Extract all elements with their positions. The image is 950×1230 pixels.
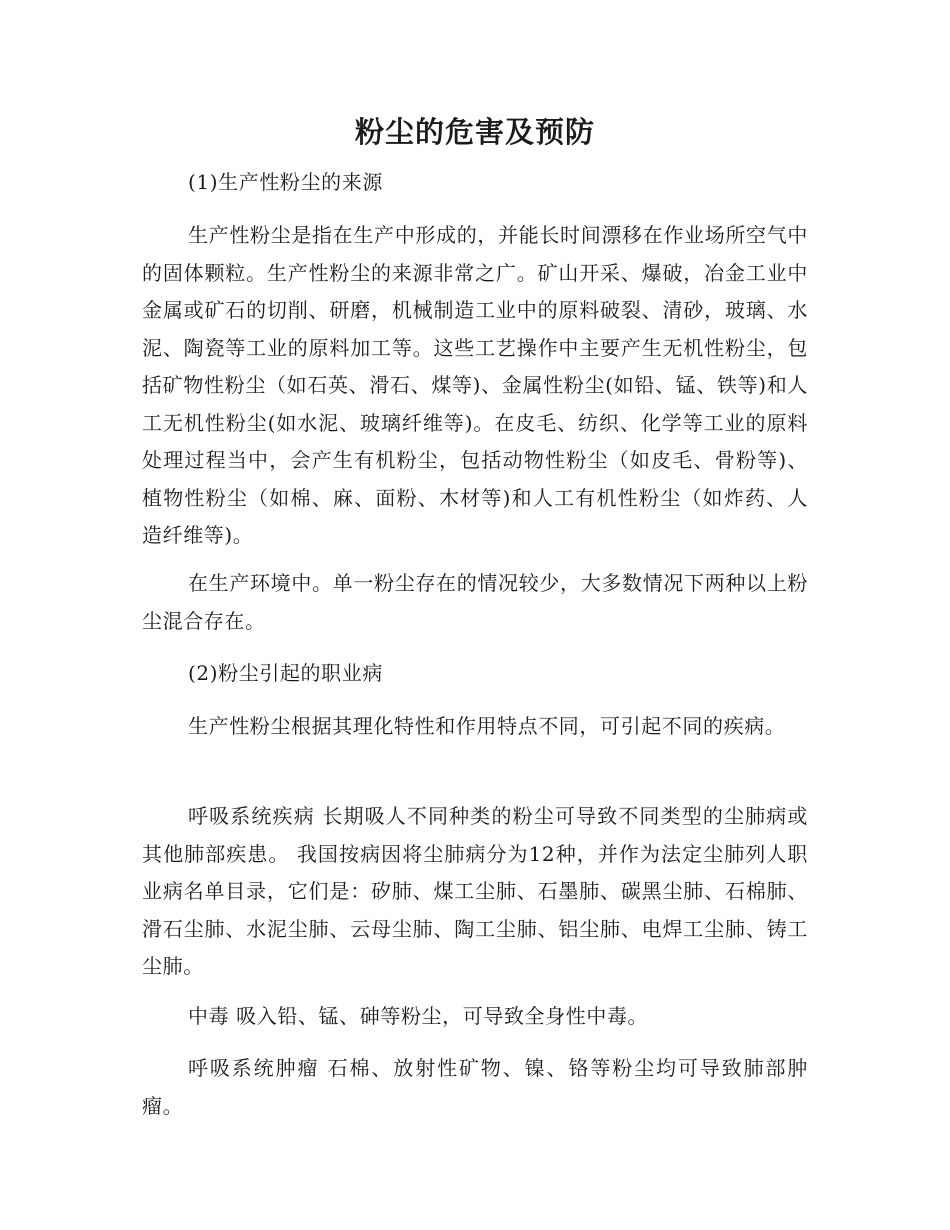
document-title: 粉尘的危害及预防 bbox=[354, 115, 595, 149]
paragraph-dust-sources: 生产性粉尘是指在生产中形成的，并能长时间漂移在作业场所空气中的固体颗粒。生产性粉尘的来源非常之广。矿山开采、爆破，冶金工业中金属或矿石的切削、研磨，机械制造工业中的原料破裂、清砂，玻璃、水泥、陶瓷等工业的原料加工等。这些工艺操作中主要产生无机性粉尘，包括矿物性粉尘（如石英、滑石、煤等)、金属性粉尘(如铅、锰、铁等)和人工无机性粉尘(如水泥、玻璃纤维等)。在皮毛、纺织、化学等工业的原料处理过程当中，会产生有机粉尘，包括动物性粉尘（如皮毛、骨粉等)、植物性粉尘（如棉、麻、面粉、木材等)和人工有机性粉尘（如炸药、人造纤维等)。 bbox=[142, 223, 808, 547]
section-heading-dust-sources: (1)生产性粉尘的来源 bbox=[188, 170, 383, 194]
paragraph-disease-intro: 生产性粉尘根据其理化特性和作用特点不同，可引起不同的疾病。 bbox=[188, 714, 786, 738]
paragraph-respiratory-tumor: 呼吸系统肿瘤 石棉、放射性矿物、镍、铬等粉尘均可导致肺部肿瘤。 bbox=[142, 1056, 808, 1118]
section-heading-occupational-disease: (2)粉尘引起的职业病 bbox=[188, 661, 383, 685]
paragraph-poisoning: 中毒 吸入铅、锰、砷等粉尘，可导致全身性中毒。 bbox=[188, 1004, 649, 1028]
paragraph-mixed-dust: 在生产环境中。单一粉尘存在的情况较少，大多数情况下两种以上粉尘混合存在。 bbox=[142, 571, 808, 633]
paragraph-respiratory-disease: 呼吸系统疾病 长期吸人不同种类的粉尘可导致不同类型的尘肺病或其他肺部疾患。 我国按病因将尘肺病分为12种，并作为法定尘肺列人职业病名单目录，它们是：矽肺、煤工尘肺、石墨肺、碳黑尘肺、石棉肺、滑石尘肺、水泥尘肺、云母尘肺、陶工尘肺、铝尘肺、电焊工尘肺、铸工尘肺。 bbox=[142, 804, 808, 978]
